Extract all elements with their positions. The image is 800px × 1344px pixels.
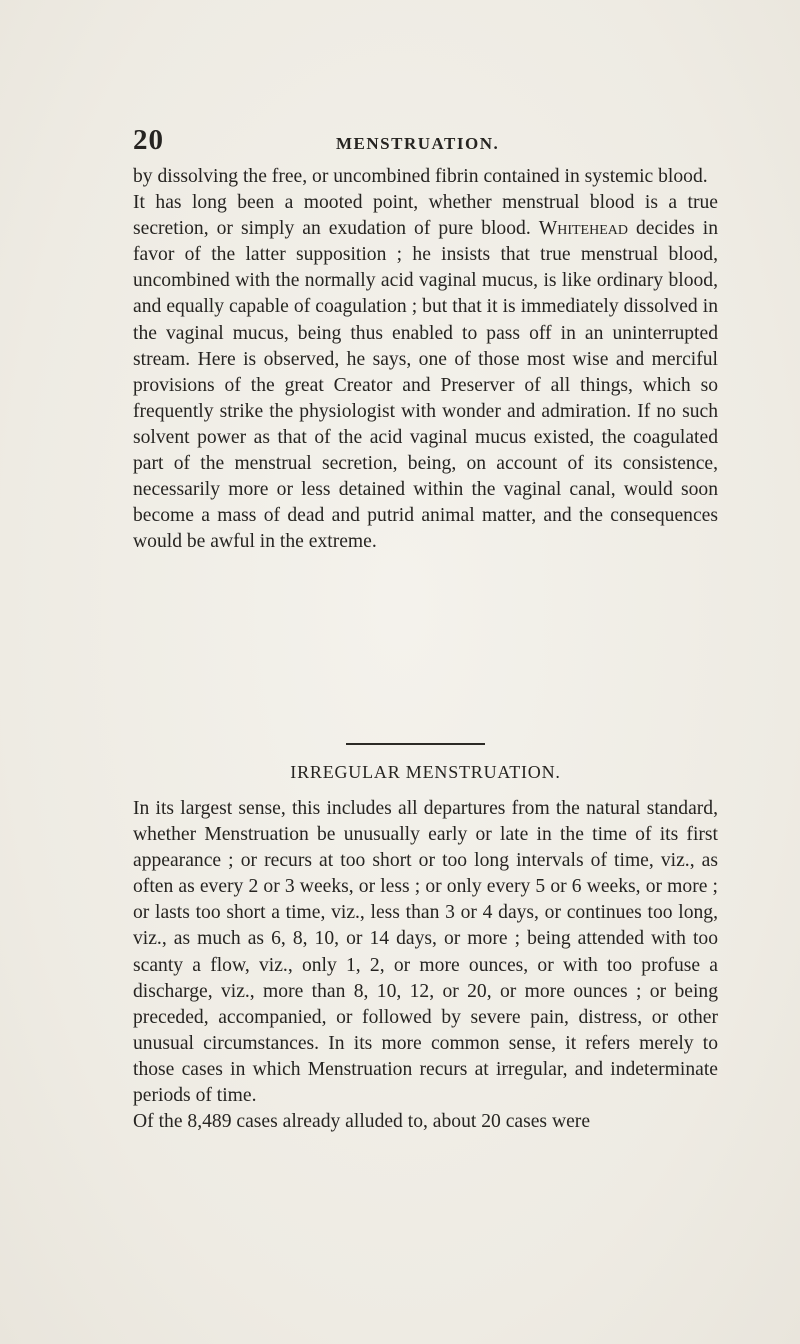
paragraph-continuation: by dissolving the free, or uncombined fibrin contained in systemic blood. bbox=[133, 166, 708, 187]
section-text bbox=[133, 796, 718, 1135]
paragraph-text: It has long been a mooted point, whether menstrual blood is a true secretion, or simply an exudation of pure blood. bbox=[133, 192, 718, 240]
section-heading: IRREGULAR MENSTRUATION. bbox=[290, 762, 561, 782]
author-name: Whitehead bbox=[538, 218, 628, 240]
page-number: 20 bbox=[133, 124, 164, 156]
paragraph-cases: Of the 8,489 cases already alluded to, about 20 cases were bbox=[133, 1111, 591, 1133]
paragraph-text: decides in favor of the latter supposition ; he insists that true menstrual blood, uncombined with the normally acid vaginal mucus, is like ordinary blood, and equally capable of coagulation ; but that it is immediately dissolved in the vaginal mucus, being thus enabled to pass off in an uninterrupted stream. Here is observed, he says, one of those most wise and merciful provisions of the great Creator and Preserver of all things, which so frequently strike the physiologist with wonder and admiration. If no such solvent power as that of the acid vaginal mucus existed, the coagulated part of the menstrual secretion, being, on account of its consistence, necessarily more or less detained within the vaginal canal, would soon become a mass of dead and putrid animal matter, and the consequences would be awful in the extreme. bbox=[133, 218, 718, 553]
section-divider bbox=[346, 743, 485, 745]
paragraph-whitehead bbox=[133, 190, 718, 555]
paragraph-definition: In its largest sense, this includes all departures from the natural standard, whether Menstruation be unusually early or late in the time of its first appearance ; or recurs at too short or too long intervals of time, viz., as often as every 2 or 3 weeks, or less ; or only every 5 or 6 weeks, or more ; or lasts too short a time, viz., less than 3 or 4 days, or continues too long, viz., as much as 6, 8, 10, or 14 days, or more ; being attended with too scanty a flow, viz., only 1, 2, or more ounces, or with too profuse a discharge, viz., more than 8, 10, 12, or 20, or more ounces ; or being preceded, accompanied, or followed by severe pain, distress, or other unusual circumstances. In its more common sense, it refers merely to those cases in which Menstruation recurs at irregular, and indeterminate periods of time. bbox=[133, 798, 718, 1107]
page-header bbox=[133, 124, 718, 160]
opening-text bbox=[133, 164, 718, 555]
running-head: MENSTRUATION. bbox=[336, 134, 500, 153]
